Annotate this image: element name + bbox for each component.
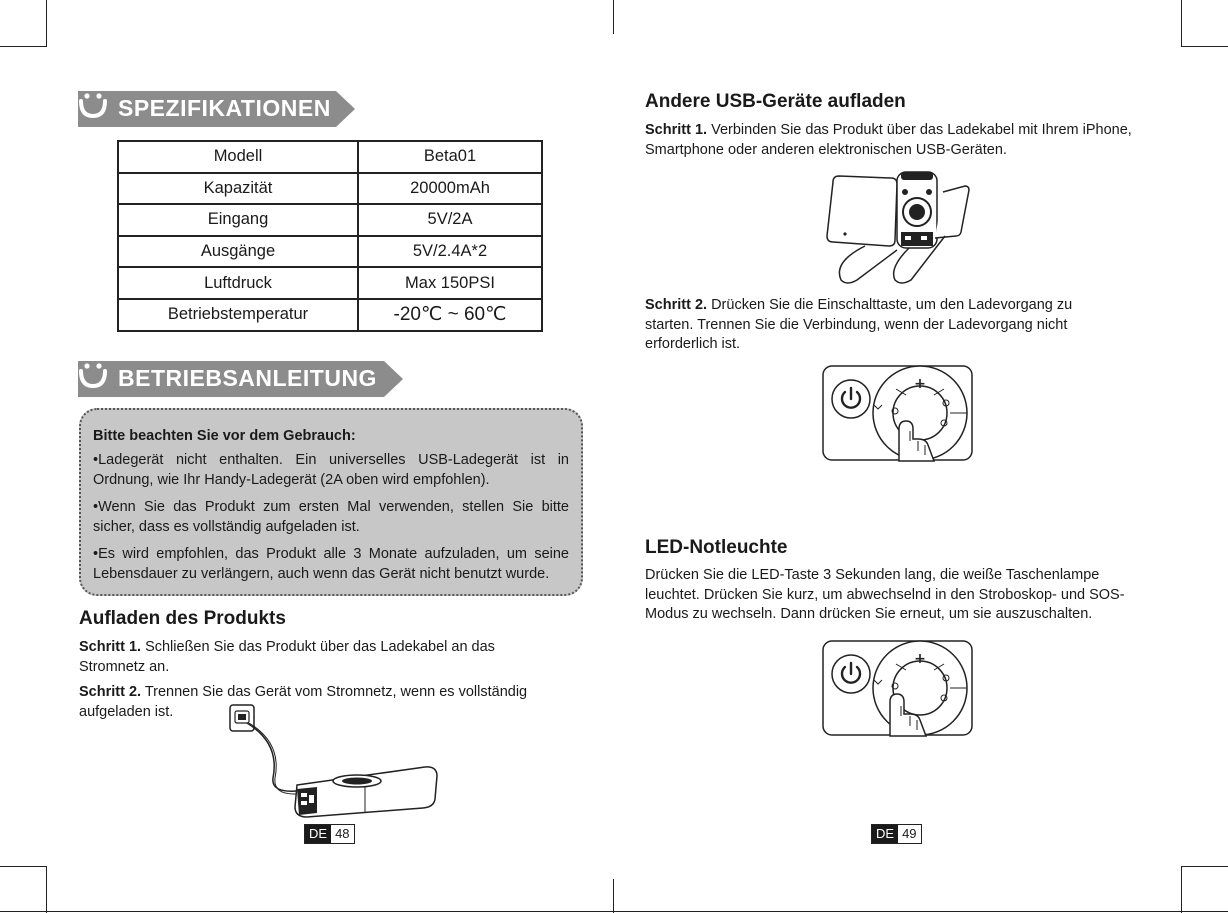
table-row [118,299,542,331]
note-item: •Wenn Sie das Produkt zum ersten Mal verwenden, stellen Sie bitte sicher, dass es vollständig aufgeladen ist. [93,499,569,535]
svg-text:+: + [914,376,926,392]
spec-label: Ausgänge [118,236,358,268]
crop-mark [1181,866,1228,867]
crop-mark [1181,46,1228,47]
spec-value: 20000mAh [358,173,542,205]
step-text: Verbinden Sie das Produkt über das Ladekabel mit Ihrem iPhone, Smartphone oder anderen elektronischen USB-Geräten. [645,122,1132,158]
control-panel-led-illustration [822,640,974,737]
led-heading: LED-Notleuchte [645,537,788,558]
crop-mark [46,0,47,47]
step-text: Schließen Sie das Produkt über das Ladekabel an das Stromnetz an. [79,639,495,675]
spec-label: Kapazität [118,173,358,205]
note-title: Bitte beachten Sie vor dem Gebrauch: [93,428,356,444]
powerbank-wall-charging-illustration [225,703,450,823]
spec-label: Eingang [118,204,358,236]
usb-step1 [645,121,1135,160]
usb-devices-charging-illustration [825,170,975,288]
spec-value: 5V/2A [358,204,542,236]
table-row [118,204,542,236]
note-box [79,408,583,596]
smiley-icon [78,361,108,389]
page-num: 49 [898,825,920,843]
crop-mark [613,0,614,34]
page-number-left [304,824,355,844]
page-num: 48 [331,825,353,843]
step-text: Drücken Sie die Einschalttaste, um den Ladevorgang zu starten. Trennen Sie die Verbindung, wenn der Ladevorgang nicht erforderlich ist. [645,297,1073,352]
bottom-rule [0,911,1228,912]
step-label: Schritt 2. [645,297,708,313]
svg-text:+: + [914,651,926,667]
spec-label: Modell [118,141,358,173]
spec-label: Luftdruck [118,267,358,299]
spec-table [117,140,543,332]
charging-step1 [79,638,549,677]
crop-mark [1181,0,1182,47]
page-prefix: DE [305,825,331,843]
spec-value: Beta01 [358,141,542,173]
crop-mark [613,879,614,913]
led-text: Drücken Sie die LED-Taste 3 Sekunden lang, die weiße Taschenlampe leuchtet. Drücken Sie kurz, um abwechselnd in den Stroboskop- und SOS-Modus zu wechseln. Dann drücken Sie erneut, um sie auszuschalten. [645,567,1125,622]
usb-step2 [645,296,1115,355]
table-row [118,267,542,299]
crop-mark [46,866,47,913]
smiley-icon [78,91,108,119]
step-label: Schritt 1. [645,122,708,138]
note-item: •Es wird empfohlen, das Produkt alle 3 Monate aufzuladen, um seine Lebensdauer zu verlängern, auch wenn das Gerät nicht benutzt wurde. [93,546,569,582]
crop-mark [1181,866,1182,913]
note-item: •Ladegerät nicht enthalten. Ein universelles USB-Ladegerät ist in Ordnung, wie Ihr Handy-Ladegerät (2A oben wird empfohlen). [93,452,569,488]
step-label: Schritt 1. [79,639,142,655]
crop-mark [0,46,47,47]
ops-banner [78,361,408,397]
step-label: Schritt 2. [79,684,142,700]
spec-value: 5V/2.4A*2 [358,236,542,268]
spec-label: Betriebstemperatur [118,299,358,331]
charging-heading: Aufladen des Produkts [79,608,286,629]
table-row [118,173,542,205]
crop-mark [0,866,47,867]
table-row [118,141,542,173]
spec-value: Max 150PSI [358,267,542,299]
usb-heading: Andere USB-Geräte aufladen [645,91,906,112]
control-panel-press-illustration [822,365,974,462]
spec-banner [78,91,358,127]
spec-value: -20℃ ~ 60℃ [358,299,542,331]
page-prefix: DE [872,825,898,843]
page-number-right [871,824,922,844]
step-text: Trennen Sie das Gerät vom Stromnetz, wenn es vollständig aufgeladen ist. [79,684,528,720]
ops-banner-title: BETRIEBSANLEITUNG [118,365,377,391]
table-row [118,236,542,268]
spec-banner-title: SPEZIFIKATIONEN [118,95,331,121]
